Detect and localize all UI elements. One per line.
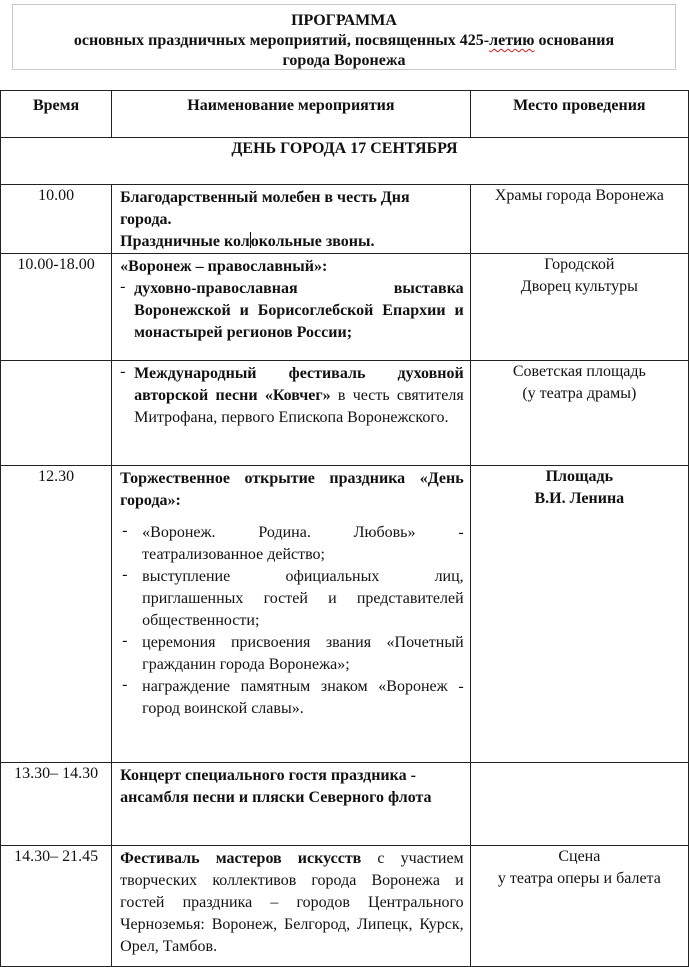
day-heading: ДЕНЬ ГОРОДА 17 СЕНТЯБРЯ [1, 138, 689, 185]
list-item: - церемония присвоения звания «Почетный гражданин города Воронежа»; [120, 632, 464, 676]
event-cell [112, 846, 471, 967]
event-cell [112, 466, 471, 763]
event-text: с участием творческих коллективов города Воронежа и гостей праздника – городов Центрального Черноземья: Воронеж, Белгород, Липецк, Курск, Орел, Тамбов. [120, 850, 464, 955]
place-line: Площадь [545, 468, 614, 485]
event-subtitle-part-1: Праздничные кол [120, 233, 250, 250]
place-cell [470, 254, 688, 361]
place-line: Дворец культуры [520, 278, 638, 295]
header-place: Место проведения [470, 91, 688, 138]
list-item: - выступление официальных лиц, приглашенных гостей и представителей общественности; [120, 566, 464, 632]
event-list [120, 522, 464, 720]
list-item: - «Воронеж. Родина. Любовь» - театрализованное действо; [120, 522, 464, 566]
place-line: Сцена [558, 848, 601, 865]
place-cell [470, 466, 688, 763]
event-title: Концерт специального гостя праздника - ансамбля песни и пляски Северного флота [120, 767, 432, 806]
title-line-2-c: основания [534, 32, 615, 49]
day-heading-row [1, 138, 689, 185]
event-cell [112, 763, 471, 846]
list-item: - награждение памятным знаком «Воронеж - город воинской славы». [120, 676, 464, 720]
event-title: Торжественное открытие праздника «День города»: [120, 470, 464, 509]
table-row [1, 185, 689, 254]
table-row [1, 361, 689, 466]
program-table [0, 90, 689, 967]
place-line: у театра оперы и балета [497, 870, 661, 887]
table-header-row [1, 91, 689, 138]
list-item [120, 278, 464, 344]
document-title [12, 4, 676, 70]
place-line: Советская площадь [512, 363, 646, 380]
title-line-2 [13, 31, 675, 51]
place-cell [470, 361, 688, 466]
time-cell: 10.00 [1, 185, 112, 254]
event-description [112, 846, 470, 958]
event-cell [112, 185, 471, 254]
event-cell [112, 254, 471, 361]
list-item [120, 363, 464, 429]
table-row [1, 763, 689, 846]
title-line-1: ПРОГРАММА [291, 12, 397, 29]
place-cell [470, 763, 688, 846]
place-cell: Храмы города Воронежа [470, 185, 688, 254]
event-title: «Воронеж – православный»: [120, 258, 328, 275]
event-subtitle-part-2: окольные звоны. [250, 233, 375, 250]
place-line: (у театра драмы) [522, 385, 637, 402]
place-cell [470, 846, 688, 967]
title-line-2-a: основных праздничных мероприятий, посвященных 425- [73, 32, 490, 49]
event-subtitle [120, 231, 464, 253]
event-title: Фестиваль мастеров искусств [120, 850, 362, 867]
list-item-bold: Международный фестиваль духовной авторской песни «Ковчег» [134, 365, 464, 404]
header-time: Время [1, 91, 112, 138]
table-row [1, 254, 689, 361]
time-cell: 12.30 [1, 466, 112, 763]
event-title: Благодарственный молебен в честь Дня города. [120, 189, 410, 228]
title-line-3: города Воронежа [282, 52, 406, 69]
time-cell: 13.30– 14.30 [1, 763, 112, 846]
time-cell [1, 361, 112, 466]
time-cell: 14.30– 21.45 [1, 846, 112, 967]
list-item-text: в честь святителя Митрофана, первого Епископа Воронежского. [134, 387, 464, 426]
header-name: Наименование мероприятия [112, 91, 471, 138]
place-line: В.И. Ленина [534, 490, 625, 507]
table-row [1, 466, 689, 763]
time-cell: 10.00-18.00 [1, 254, 112, 361]
place-line: Городской [544, 256, 615, 273]
list-item-text: духовно-православная выставка Воронежской и Борисоглебской Епархии и монастырей регионов России; [134, 280, 464, 341]
table-row [1, 846, 689, 967]
spellcheck-word: летию [489, 32, 535, 49]
event-cell [112, 361, 471, 466]
